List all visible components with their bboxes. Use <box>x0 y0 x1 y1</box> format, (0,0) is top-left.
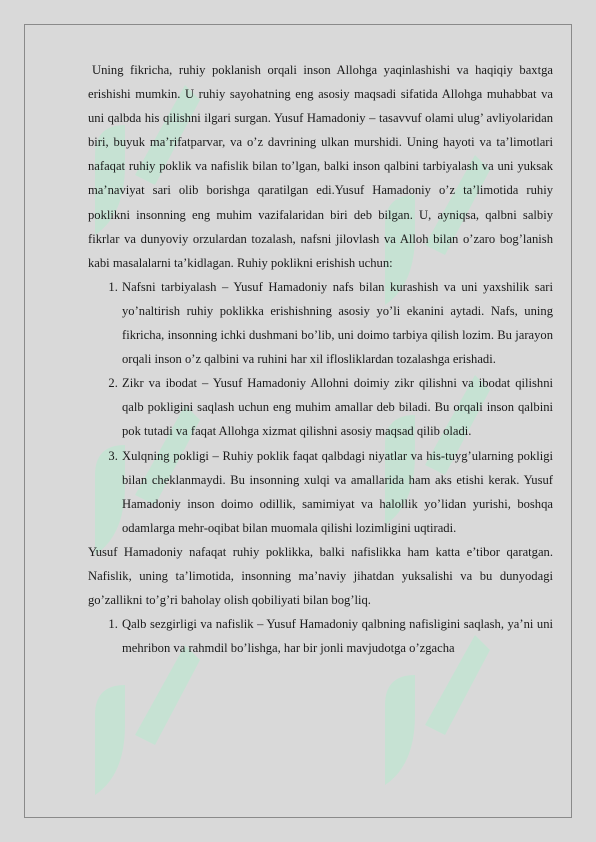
list-item: 1. Qalb sezgirligi va nafislik – Yusuf Hamadoniy qalbning nafisligini saqlash, ya’ni uni mehribon va rahmdil bo’lishga, har bir jonli mavjudotga o’zgacha <box>121 612 553 660</box>
list-item: 2. Zikr va ibodat – Yusuf Hamadoniy Allohni doimiy zikr qilishni va ibodat qilishni qalb pokligini saqlash uchun eng muhim amallar deb biladi. Bu orqali inson qalbini pok tutadi va faqat Allohga xizmat qilishni asosiy maqsad qilib oladi. <box>121 371 553 443</box>
paragraph-nafislik: Yusuf Hamadoniy nafaqat ruhiy poklikka, balki nafislikka ham katta e’tibor qaratgan. Nafislik, uning ta’limotida, insonning ma’naviy jihatdan yuksalishi va bu dunyodagi go’zallikni to’g’ri baholay olish qobiliyati bilan bog’liq. <box>88 544 553 608</box>
document-page <box>24 24 572 818</box>
numbered-list-nafislik <box>88 612 553 660</box>
list-item: 3. Xulqning pokligi – Ruhiy poklik faqat qalbdagi niyatlar va his-tuyg’ularning pokligi bilan cheklanmaydi. Bu insonning xulqi va amallarida ham aks etishi kerak. Yusuf Hamadoniy inson doimo odillik, samimiyat va halollik yo’lidan yurishi, boshqa odamlarga mehr-oqibat bilan muomala qilishi lozimligini uqtiradi. <box>121 444 553 540</box>
paragraph-intro: Uning fikricha, ruhiy poklanish orqali inson Allohga yaqinlashishi va haqiqiy baxtga erishishi mumkin. U ruhiy sayohatning eng asosiy maqsadi sifatida Allohga muhabbat va uni qalbda his qilishni ilgari surgan. Yusuf Hamadoniy – tasavvuf olami ulug’ avliyolaridan biri, buyuk ma’rifatparvar, va o’z davrining ulkan murshidi. Uning hayoti va ta’limotlari nafaqat ruhiy poklik va nafislik bilan to’lgan, balki inson qalbini tarbiyalash va uni yuksak ma’naviyat sari olib borishga qaratilgan edi.Yusuf Hamadoniy o’z ta’limotida ruhiy poklikni insonning eng muhim vazifalaridan biri deb bilgan. U, ayniqsa, qalbni salbiy fikrlar va dunyoviy orzulardan tozalash, nafsni jilovlash va Alloh bilan o’zaro bog’lanish kabi masalalarni ta’kidlagan. Ruhiy poklikni erishish uchun: <box>88 63 553 270</box>
document-body <box>88 58 553 660</box>
numbered-list-poklik <box>88 275 553 540</box>
list-item: 1. Nafsni tarbiyalash – Yusuf Hamadoniy nafs bilan kurashish va uni yaxshilik sari yo’naltirish ruhiy poklikka erishishning asosiy yo’li ekanini aytadi. Nafs, uning fikricha, insonning ichki dushmani bo’lib, uni doimo tarbiya qilish lozim. Bu jarayon orqali inson o’z qalbini va ruhini har xil iflosliklardan tozalashga erishadi. <box>121 275 553 371</box>
